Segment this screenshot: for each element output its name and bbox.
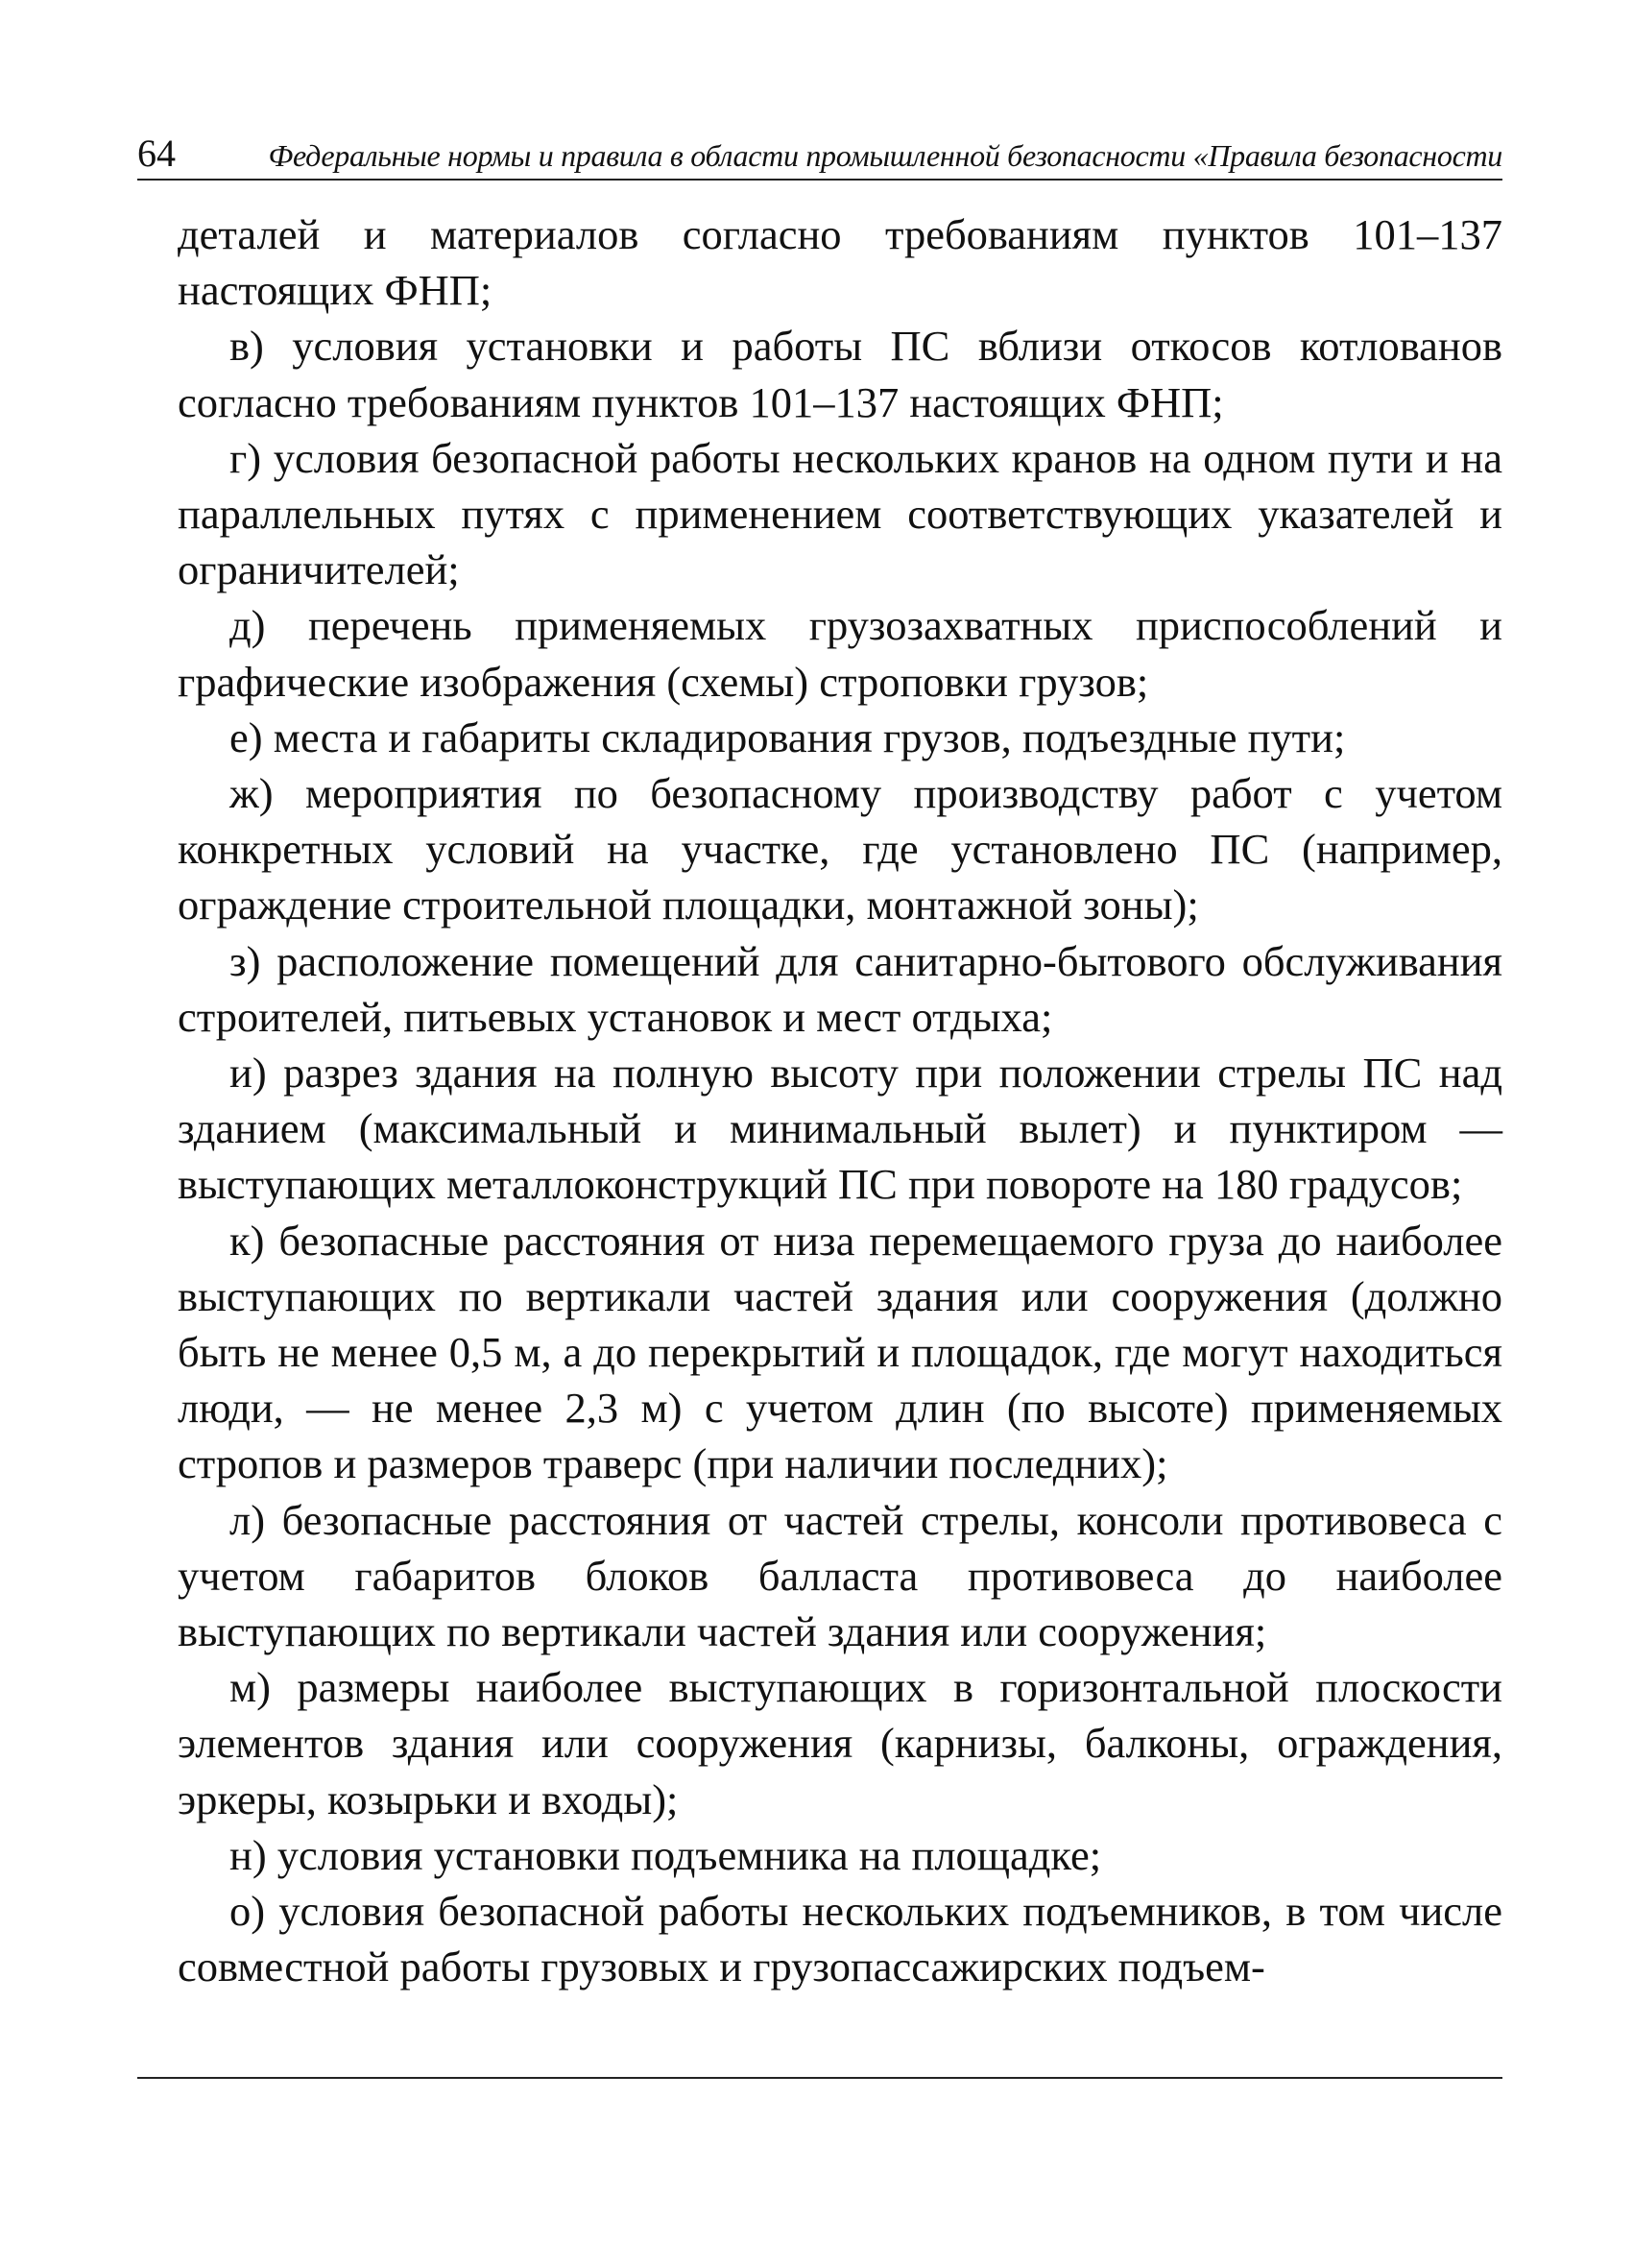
paragraph-item-i: и) разрез здания на полную высоту при положении стрелы ПС над зданием (максимальный и минимальный вылет) и пунктиром — выступающих металлоконструкций ПС при повороте на 180 градусов; bbox=[178, 1049, 1502, 1209]
paragraph-item-e: е) места и габариты складирования грузов, подъездные пути; bbox=[229, 712, 1346, 761]
paragraph-item-z: з) расположение помещений для санитарно-бытового обслуживания строителей, питьевых установок и мест отдыха; bbox=[178, 936, 1502, 1041]
body-text bbox=[178, 206, 1502, 1995]
page-number: 64 bbox=[137, 132, 176, 175]
paragraph-item-d: д) перечень применяемых грузозахватных приспособлений и графические изображения (схемы) строповки грузов; bbox=[178, 601, 1502, 706]
header-rule bbox=[137, 179, 1502, 181]
paragraph-item-o: о) условия безопасной работы нескольких подъемников, в том числе совместной работы грузовых и грузопассажирских подъем- bbox=[178, 1887, 1502, 1991]
paragraph-item-zh: ж) мероприятия по безопасному производству работ с учетом конкретных условий на участке, где установлено ПС (например, ограждение строительной площадки, монтажной зоны); bbox=[178, 769, 1502, 929]
paragraph-item-m: м) размеры наиболее выступающих в горизонтальной плоскости элементов здания или сооружения (карнизы, балконы, ограждения, эркеры, козырьки и входы); bbox=[178, 1663, 1502, 1823]
running-title: Федеральные нормы и правила в области промышленной безопасности «Правила безопасности bbox=[268, 138, 1502, 173]
paragraph-item-v: в) условия установки и работы ПС вблизи откосов котлованов согласно требованиям пунктов 101–137 настоящих ФНП; bbox=[178, 322, 1502, 426]
footnote-rule bbox=[137, 2077, 1502, 2079]
paragraph-item-l: л) безопасные расстояния от частей стрелы, консоли противовеса с учетом габаритов блоков балласта противовеса до наиболее выступающих по вертикали частей здания или сооружения; bbox=[178, 1495, 1502, 1656]
paragraph-item-n: н) условия установки подъемника на площадке; bbox=[229, 1830, 1102, 1879]
paragraph-continuation: деталей и материалов согласно требованиям пунктов 101–137 настоящих ФНП; bbox=[178, 210, 1502, 315]
running-header bbox=[137, 131, 1502, 177]
paragraph-item-g: г) условия безопасной работы нескольких кранов на одном пути и на параллельных путях с применением соответствующих указателей и ограничителей; bbox=[178, 433, 1502, 594]
paragraph-item-k: к) безопасные расстояния от низа перемещаемого груза до наиболее выступающих по вертикали частей здания или сооружения (должно быть не менее 0,5 м, а до перекрытий и площадок, где могут находиться люди, — не менее 2,3 м) с учетом длин (по высоте) применяемых стропов и размеров траверс (при наличии последних); bbox=[178, 1216, 1502, 1488]
